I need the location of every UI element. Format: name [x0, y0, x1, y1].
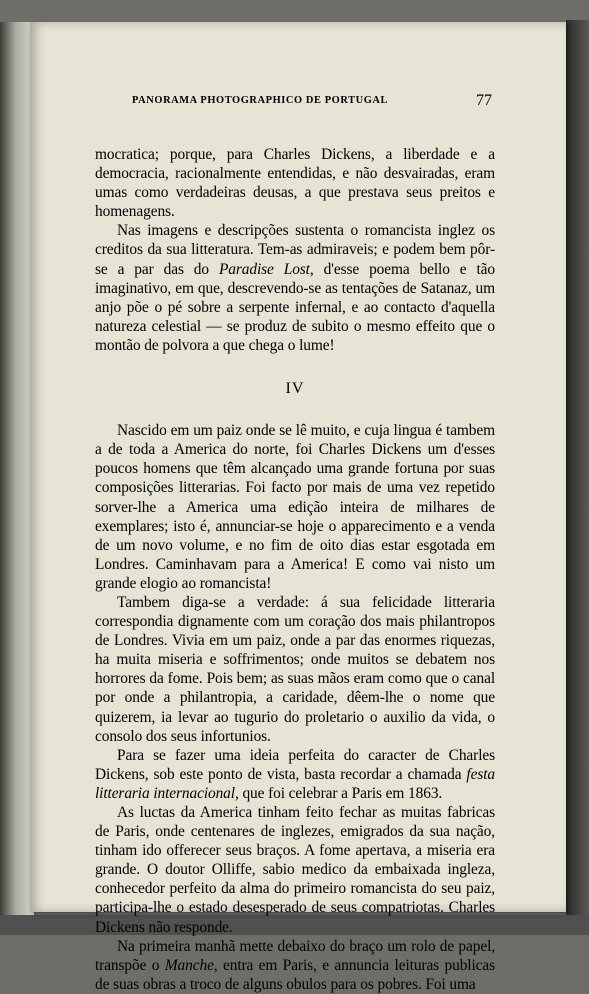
page-header	[132, 93, 492, 111]
section-number: IV	[285, 380, 305, 398]
book-edge-right	[566, 20, 589, 915]
paragraph-text: As luctas da America tinham feito fechar as muitas fabricas de Paris, onde centenares de inglezes, emigrados da sua nação, tinham ido offerecer seus braços. A fome apertava, a miseria era grande. O doutor Olliffe, sabio medico da embaixada ingleza, conhecedor perfeito da alma do primeiro romancista do seu paiz, participa-lhe o estado desesperado de seus compatriotas. Charles Dickens não responde.	[95, 804, 495, 936]
paragraph	[95, 746, 495, 803]
paragraph	[95, 937, 495, 994]
paragraph	[95, 421, 495, 593]
italic-phrase: festa litteraria internacional,	[95, 765, 495, 802]
paragraph-text: Tambem diga-se a verdade: á sua felicidade litteraria correspondia dignamente com um coração dos mais philantropos de Londres. Vivia em um paiz, onde a par das enormes riquezas, ha muita miseria e soffrimentos; onde muitos se debatem nos horrores da fome. Pois bem; as suas mãos eram como que o canal por onde a philantropia, a caridade, dêem-lhe o nome que quizerem, ia levar ao tugurio do proletario o auxilio da vida, o consolo dos seus infortunios.	[95, 593, 495, 745]
paragraph-text: Nas imagens e descripções sustenta o romancista inglez os creditos da sua litteratura. Tem-as admiraveis; e podem bem pôr-se a par das do	[95, 222, 495, 278]
paragraph	[95, 145, 495, 221]
paragraph-text: mocratica; porque, para Charles Dickens, a liberdade e a democracia, racionalmente entendidas, e não desvairadas, eram umas como verdadeiras deusas, a que prestava seus preitos e homenagens.	[95, 146, 495, 221]
paragraph-text: d'esse poema bello e tão imaginativo, em que, descrevendo-se as tentações de Satanaz, um anjo põe o pé sobre a serpente infernal, e ao contacto d'aquella natureza celestial — se produz de subito o mesmo effeito que o montão de polvora a que chega o lume!	[95, 260, 496, 354]
body-text	[95, 145, 495, 994]
running-title: PANORAMA PHOTOGRAPHICO DE PORTUGAL	[132, 95, 389, 106]
paragraph-text: entra em Paris, e annuncia leituras publicas de suas obras a troco de alguns obulos para os pobres. Foi uma	[95, 956, 495, 993]
book-binding-left	[0, 22, 34, 915]
paragraph	[95, 221, 495, 355]
paragraph	[95, 803, 495, 937]
italic-place: Manche,	[164, 956, 218, 974]
paragraph-text: Nascido em um paiz onde se lê muito, e cuja lingua é tambem a de toda a America do norte, foi Charles Dickens um d'esses poucos homens que têm alcançado uma grande fortuna por suas composições litterarias. Foi facto por mais de uma vez repetido sorver-lhe a America uma edição inteira de milhares de exemplares; isto é, annunciar-se hoje o apparecimento e a venda de um novo volume, e no fim de oito dias estar esgotada em Londres. Caminhavam para a America! E como vai nisto um grande elogio ao romancista!	[95, 422, 495, 592]
paragraph-text: Na primeira manhã mette debaixo do braço um rolo de papel, transpõe o	[95, 937, 495, 974]
paragraph	[95, 593, 495, 746]
page-number: 77	[476, 92, 492, 109]
italic-title: Paradise Lost,	[218, 260, 314, 278]
paragraph-text: Para se fazer uma ideia perfeita do caracter de Charles Dickens, sob este ponto de vista, basta recordar a chamada	[95, 746, 495, 783]
paragraph-text: que foi celebrar a Paris em 1863.	[238, 784, 443, 802]
